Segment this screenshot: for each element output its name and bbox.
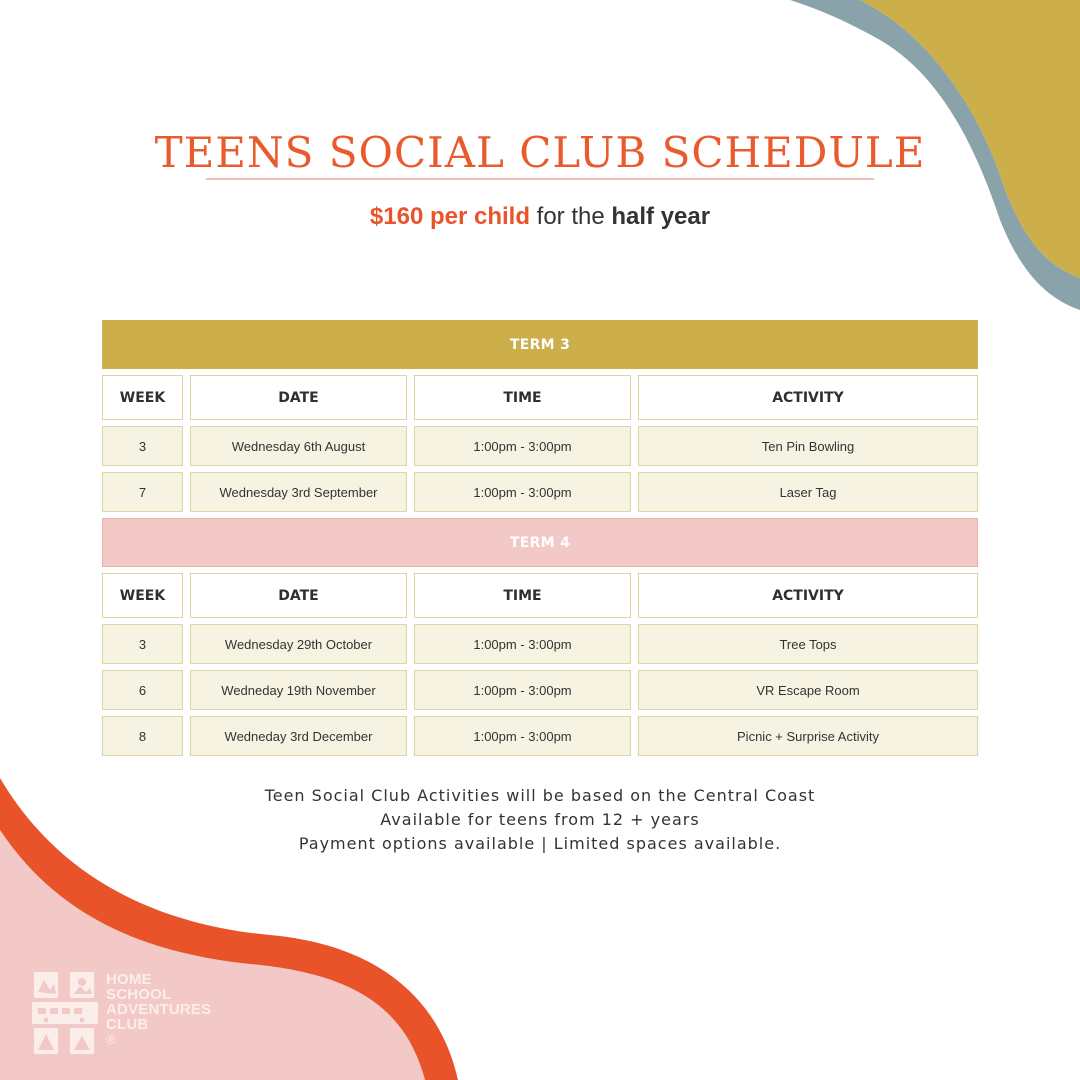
term-3-column-headers: [102, 375, 978, 420]
column-header-activity: ACTIVITY: [638, 375, 978, 420]
note-age: Available for teens from 12 + years: [380, 810, 700, 829]
week-cell: 8: [102, 716, 183, 756]
time-cell: 1:00pm - 3:00pm: [414, 624, 631, 664]
price-connector: for the: [536, 203, 605, 230]
week-cell: 3: [102, 426, 183, 466]
time-cell: 1:00pm - 3:00pm: [414, 426, 631, 466]
table-row: [102, 624, 978, 664]
page-title: TEENS SOCIAL CLUB SCHEDULE: [154, 128, 926, 177]
week-cell: 7: [102, 472, 183, 512]
activity-cell: Picnic + Surprise Activity: [638, 716, 978, 756]
date-cell: Wednesday 6th August: [190, 426, 407, 466]
logo-line-home: HOME: [106, 971, 152, 988]
club-logo: [32, 970, 222, 1060]
time-cell: 1:00pm - 3:00pm: [414, 472, 631, 512]
price-period: half year: [611, 203, 711, 230]
column-header-week: WEEK: [102, 375, 183, 420]
table-row: [102, 716, 978, 756]
week-cell: 3: [102, 624, 183, 664]
price-amount: $160 per child: [369, 203, 530, 230]
note-location: Teen Social Club Activities will be based on the Central Coast: [264, 786, 816, 805]
date-cell: Wedneday 3rd December: [190, 716, 407, 756]
date-cell: Wedneday 19th November: [190, 670, 407, 710]
footer-notes: [0, 784, 1080, 856]
column-header-time: TIME: [414, 573, 631, 618]
time-cell: 1:00pm - 3:00pm: [414, 716, 631, 756]
logo-line-adventures: ADVENTURES: [106, 1001, 212, 1018]
table-row: [102, 670, 978, 710]
registered-mark: ®: [106, 1032, 116, 1047]
activity-cell: Laser Tag: [638, 472, 978, 512]
time-cell: 1:00pm - 3:00pm: [414, 670, 631, 710]
note-payment: Payment options available | Limited spaces available.: [298, 834, 782, 853]
term-4-header: TERM 4: [102, 518, 978, 567]
column-header-activity: ACTIVITY: [638, 573, 978, 618]
term-3-header: TERM 3: [102, 320, 978, 369]
price-line: [0, 203, 1080, 231]
activity-cell: VR Escape Room: [638, 670, 978, 710]
activity-cell: Ten Pin Bowling: [638, 426, 978, 466]
activity-cell: Tree Tops: [638, 624, 978, 664]
column-header-date: DATE: [190, 573, 407, 618]
logo-wordmark: [106, 972, 226, 1047]
column-header-date: DATE: [190, 375, 407, 420]
date-cell: Wednesday 29th October: [190, 624, 407, 664]
logo-line-school: SCHOOL: [106, 986, 172, 1003]
column-header-time: TIME: [414, 375, 631, 420]
term-4-column-headers: [102, 573, 978, 618]
week-cell: 6: [102, 670, 183, 710]
logo-line-club: CLUB: [106, 1016, 149, 1033]
date-cell: Wednesday 3rd September: [190, 472, 407, 512]
title-underline: [206, 178, 874, 180]
column-header-week: WEEK: [102, 573, 183, 618]
table-row: [102, 426, 978, 466]
logo-emblem-icon: [32, 970, 98, 1056]
table-row: [102, 472, 978, 512]
schedule-table: [102, 320, 978, 756]
